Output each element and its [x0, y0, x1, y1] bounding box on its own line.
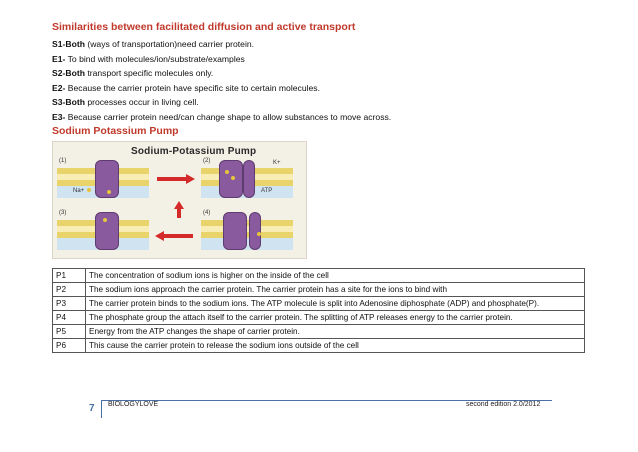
arrow-up-icon	[174, 201, 184, 209]
table-row: P2 The sodium ions approach the carrier protein. The carrier protein has a site for the ions to bind with	[53, 283, 585, 297]
arrow-right-icon	[186, 174, 195, 184]
table-row: P5 Energy from the ATP changes the shape of carrier protein.	[53, 325, 585, 339]
list-item: S1-Both (ways of transportation)need carrier protein.	[52, 39, 255, 49]
footer-brand: BIOLOGYLOVE	[108, 401, 159, 408]
footer-separator	[101, 400, 102, 418]
list-item: E3- Because carrier protein need/can change shape to allow substances to move across.	[52, 111, 392, 122]
sodium-potassium-pump-diagram	[52, 141, 307, 259]
list-item: S3-Both processes occur in living cell.	[52, 97, 199, 108]
diagram-panel-2: (2) K+ ATP	[201, 156, 293, 198]
list-item: S2-Both transport specific molecules only.	[52, 68, 214, 79]
diagram-title: Sodium-Potassium Pump	[131, 146, 257, 157]
diagram-panel-4: (4)	[201, 208, 293, 250]
diagram-panel-1: (1) Na+	[57, 156, 149, 198]
list-item: E2- Because the carrier protein have specific site to certain molecules.	[52, 82, 320, 93]
diagram-panel-3: (3)	[57, 208, 149, 250]
table-row: P1 The concentration of sodium ions is higher on the inside of the cell	[53, 269, 585, 283]
table-row: P4 The phosphate group the attach itself to the carrier protein. The splitting of ATP releases energy to the carrier protein.	[53, 311, 585, 325]
list-item: E1- To bind with molecules/ion/substrate/examples	[52, 53, 245, 64]
table-row: P6 This cause the carrier protein to release the sodium ions outside of the cell	[53, 339, 585, 353]
similarities-heading: Similarities between facilitated diffusion and active transport	[52, 21, 356, 33]
pump-steps-table	[52, 268, 585, 353]
sodium-pump-heading: Sodium Potassium Pump	[52, 125, 179, 137]
table-row: P3 The carrier protein binds to the sodium ions. The ATP molecule is split into Adenosine diphosphate (ADP) and phosphate(P).	[53, 297, 585, 311]
page-number: 7	[89, 403, 95, 414]
footer-edition: second edition 2.0/2012	[466, 401, 541, 408]
similarities-list	[52, 37, 391, 125]
arrow-left-icon	[155, 231, 164, 241]
